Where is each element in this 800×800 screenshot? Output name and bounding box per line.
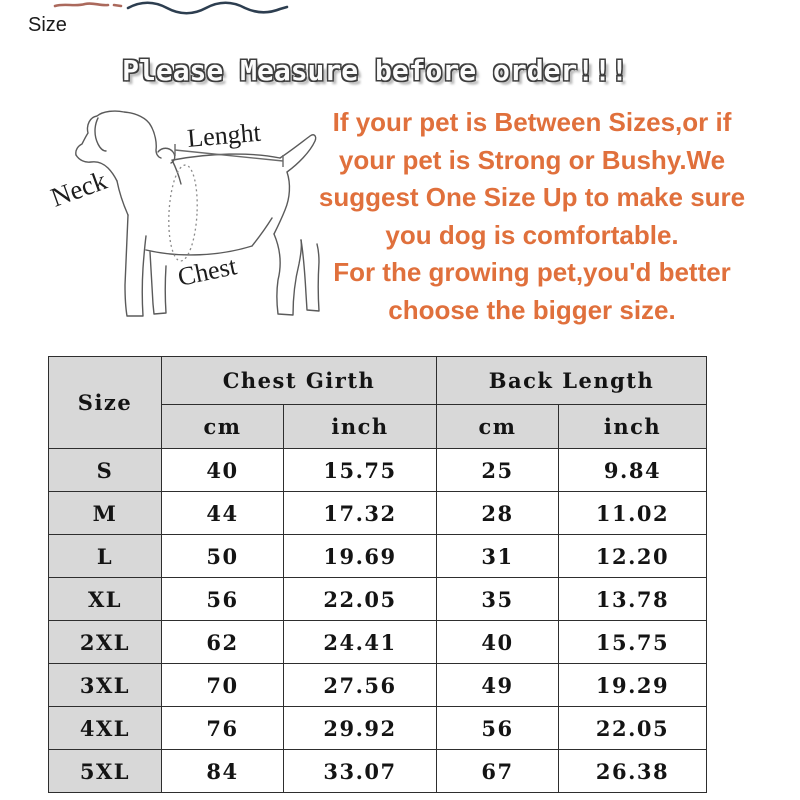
top-decorations bbox=[0, 0, 800, 22]
back-length-header: Back Length bbox=[437, 357, 707, 405]
table-row bbox=[49, 535, 707, 578]
size-column-header: Size bbox=[49, 357, 162, 449]
table-row bbox=[49, 492, 707, 535]
back-cm-cell: 56 bbox=[437, 707, 559, 750]
size-cell: 4XL bbox=[49, 707, 162, 750]
dog-collar-line bbox=[158, 148, 181, 184]
dog-measurement-diagram bbox=[30, 100, 350, 345]
chest-cm-cell: 56 bbox=[162, 578, 284, 621]
back-inch-cell: 11.02 bbox=[559, 492, 707, 535]
size-cell: 2XL bbox=[49, 621, 162, 664]
dog-front-leg bbox=[125, 215, 146, 316]
table-row bbox=[49, 750, 707, 793]
back-inch-cell: 9.84 bbox=[559, 449, 707, 492]
size-cell: M bbox=[49, 492, 162, 535]
chest-cm-cell: 70 bbox=[162, 664, 284, 707]
dog-rear-leg bbox=[274, 234, 301, 315]
chest-cm-header: cm bbox=[162, 405, 284, 449]
back-inch-cell: 26.38 bbox=[559, 750, 707, 793]
table-row bbox=[49, 621, 707, 664]
notice-line: suggest One Size Up to make sure bbox=[318, 182, 746, 212]
table-header-row bbox=[49, 357, 707, 405]
notice-line: choose the bigger size. bbox=[388, 294, 676, 325]
chest-cm-cell: 84 bbox=[162, 750, 284, 793]
chest-inch-cell: 15.75 bbox=[284, 449, 437, 492]
wavy-line-decoration bbox=[128, 3, 287, 14]
dog-chest-front-line bbox=[117, 181, 128, 215]
table-row bbox=[49, 664, 707, 707]
neck-label: Neck bbox=[46, 164, 111, 213]
chest-inch-cell: 19.69 bbox=[284, 535, 437, 578]
page-title: Please Measure before order!!! bbox=[122, 54, 628, 87]
chest-inch-cell: 24.41 bbox=[284, 621, 437, 664]
chest-inch-cell: 27.56 bbox=[284, 664, 437, 707]
dog-belly-line bbox=[146, 246, 252, 255]
back-inch-cell: 19.29 bbox=[559, 664, 707, 707]
chest-inch-cell: 22.05 bbox=[284, 578, 437, 621]
chest-girth-ellipse bbox=[167, 164, 200, 261]
dog-ear-line bbox=[95, 118, 106, 151]
back-inch-cell: 22.05 bbox=[559, 707, 707, 750]
back-cm-cell: 49 bbox=[437, 664, 559, 707]
size-cell: S bbox=[49, 449, 162, 492]
chest-inch-cell: 17.32 bbox=[284, 492, 437, 535]
table-row bbox=[49, 449, 707, 492]
chest-label: Chest bbox=[175, 251, 240, 292]
back-inch-cell: 13.78 bbox=[559, 578, 707, 621]
chest-inch-cell: 29.92 bbox=[284, 707, 437, 750]
dog-thigh-line bbox=[252, 218, 272, 246]
chest-cm-cell: 76 bbox=[162, 707, 284, 750]
section-label-size: Size bbox=[28, 14, 67, 36]
back-cm-cell: 35 bbox=[437, 578, 559, 621]
size-table bbox=[48, 356, 707, 793]
dog-rump-line bbox=[274, 172, 289, 234]
red-scribble-decoration bbox=[55, 3, 121, 6]
chest-cm-cell: 40 bbox=[162, 449, 284, 492]
size-cell: 5XL bbox=[49, 750, 162, 793]
size-cell: 3XL bbox=[49, 664, 162, 707]
size-cell: XL bbox=[49, 578, 162, 621]
back-cm-cell: 31 bbox=[437, 535, 559, 578]
sizing-notice bbox=[312, 104, 752, 329]
back-cm-cell: 40 bbox=[437, 621, 559, 664]
size-cell: L bbox=[49, 535, 162, 578]
chest-cm-cell: 44 bbox=[162, 492, 284, 535]
table-row bbox=[49, 578, 707, 621]
back-inch-cell: 15.75 bbox=[559, 621, 707, 664]
length-label: Lenght bbox=[185, 117, 262, 153]
table-row bbox=[49, 707, 707, 750]
dog-head-outline bbox=[76, 111, 161, 158]
back-cm-cell: 67 bbox=[437, 750, 559, 793]
back-inch-header: inch bbox=[559, 405, 707, 449]
notice-line: If your pet is Between Sizes,or if bbox=[332, 107, 732, 137]
chest-inch-header: inch bbox=[284, 405, 437, 449]
back-cm-cell: 25 bbox=[437, 449, 559, 492]
notice-line: your pet is Strong or Bushy.We bbox=[338, 144, 726, 175]
chest-girth-header: Chest Girth bbox=[162, 357, 437, 405]
notice-line: you dog is comfortable. bbox=[385, 219, 679, 250]
dog-tail bbox=[280, 135, 316, 172]
chest-cm-cell: 50 bbox=[162, 535, 284, 578]
back-cm-cell: 28 bbox=[437, 492, 559, 535]
notice-line: For the growing pet,you'd better bbox=[333, 257, 731, 287]
back-cm-header: cm bbox=[437, 405, 559, 449]
dog-front-far-leg bbox=[150, 252, 166, 314]
back-inch-cell: 12.20 bbox=[559, 535, 707, 578]
chest-cm-cell: 62 bbox=[162, 621, 284, 664]
chest-inch-cell: 33.07 bbox=[284, 750, 437, 793]
